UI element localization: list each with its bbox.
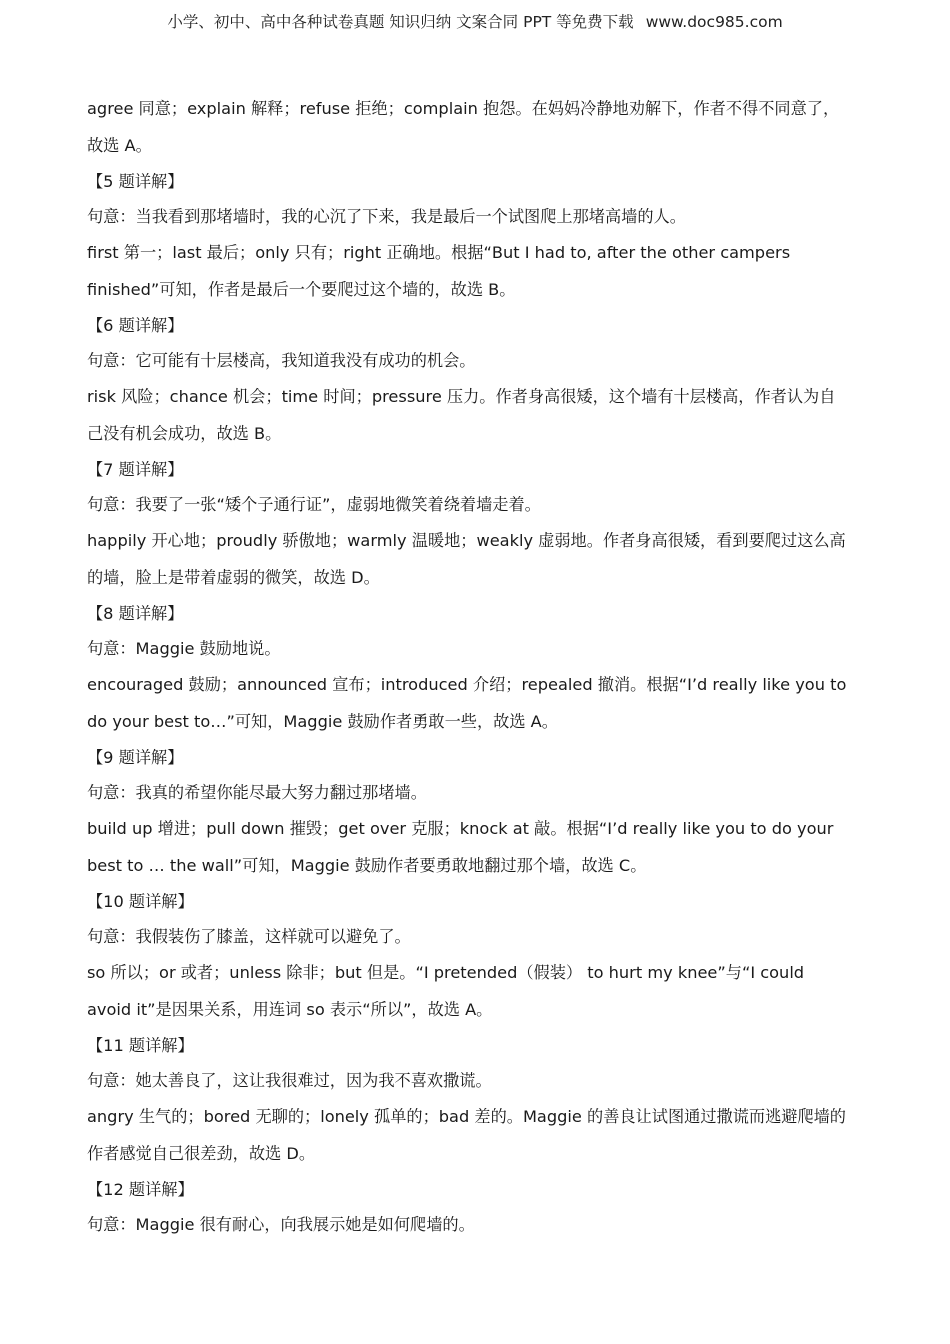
q11-explanation <box>87 1098 867 1172</box>
explanation-line: agree 同意；explain 解释；refuse 拒绝；complain 抱怨。在妈妈冷静地劝解下，作者不得不同意了， <box>87 99 840 118</box>
document-body <box>87 90 867 1242</box>
explanation-line: 己没有机会成功，故选 B。 <box>87 424 282 443</box>
q8-heading: 【8 题详解】 <box>87 604 184 623</box>
explanation-line: so 所以；or 或者；unless 除非；but 但是。“I pretended（假装） to hurt my knee”与“I could <box>87 963 805 982</box>
explanation-line: first 第一；last 最后；only 只有；right 正确地。根据“But I had to, after the other campers <box>87 243 791 262</box>
q6-sentence: 句意：它可能有十层楼高，我知道我没有成功的机会。 <box>87 351 476 370</box>
q7-sentence: 句意：我要了一张“矮个子通行证”，虚弱地微笑着绕着墙走着。 <box>87 495 541 514</box>
q10-explanation <box>87 954 867 1028</box>
explanation-line: risk 风险；chance 机会；time 时间；pressure 压力。作者身高很矮，这个墙有十层楼高，作者认为自 <box>87 387 836 406</box>
q12-sentence: 句意：Maggie 很有耐心，向我展示她是如何爬墙的。 <box>87 1215 475 1234</box>
q12-heading: 【12 题详解】 <box>87 1180 194 1199</box>
q9-heading: 【9 题详解】 <box>87 748 184 767</box>
explanation-line: finished”可知，作者是最后一个要爬过这个墙的，故选 B。 <box>87 280 516 299</box>
q9-explanation <box>87 810 867 884</box>
q7-explanation <box>87 522 867 596</box>
explanation-line: build up 增进；pull down 摧毁；get over 克服；knock at 敲。根据“I’d really like you to do your <box>87 819 834 838</box>
header-url[interactable]: www.doc985.com <box>645 13 783 31</box>
q11-heading: 【11 题详解】 <box>87 1036 194 1055</box>
explanation-line: happily 开心地；proudly 骄傲地；warmly 温暖地；weakly 虚弱地。作者身高很矮，看到要爬过这么高 <box>87 531 846 550</box>
explanation-line: avoid it”是因果关系，用连词 so 表示“所以”，故选 A。 <box>87 1000 493 1019</box>
explanation-line: 的墙，脸上是带着虚弱的微笑，故选 D。 <box>87 568 380 587</box>
q8-sentence: 句意：Maggie 鼓励地说。 <box>87 639 281 658</box>
q10-heading: 【10 题详解】 <box>87 892 194 911</box>
explanation-line: do your best to…”可知，Maggie 鼓励作者勇敢一些，故选 A。 <box>87 712 558 731</box>
header-title: 小学、初中、高中各种试卷真题 知识归纳 文案合同 PPT 等免费下载 <box>167 13 634 31</box>
q5-explanation <box>87 234 867 308</box>
explanation-line: encouraged 鼓励；announced 宣布；introduced 介绍；repealed 撤消。根据“I’d really like you to <box>87 675 847 694</box>
q5-sentence: 句意：当我看到那堵墙时，我的心沉了下来，我是最后一个试图爬上那堵高墙的人。 <box>87 207 686 226</box>
q11-sentence: 句意：她太善良了，这让我很难过，因为我不喜欢撒谎。 <box>87 1071 492 1090</box>
q5-heading: 【5 题详解】 <box>87 172 184 191</box>
explanation-line: 故选 A。 <box>87 136 152 155</box>
q8-explanation <box>87 666 867 740</box>
explanation-line: angry 生气的；bored 无聊的；lonely 孤单的；bad 差的。Maggie 的善良让试图通过撒谎而逃避爬墙的 <box>87 1107 846 1126</box>
q7-heading: 【7 题详解】 <box>87 460 184 479</box>
q6-heading: 【6 题详解】 <box>87 316 184 335</box>
q10-sentence: 句意：我假装伤了膝盖，这样就可以避免了。 <box>87 927 411 946</box>
page-header <box>0 11 950 33</box>
explanation-line: best to … the wall”可知，Maggie 鼓励作者要勇敢地翻过那个墙，故选 C。 <box>87 856 647 875</box>
explanation-line: 作者感觉自己很差劲，故选 D。 <box>87 1144 316 1163</box>
q6-explanation <box>87 378 867 452</box>
q9-sentence: 句意：我真的希望你能尽最大努力翻过那堵墙。 <box>87 783 427 802</box>
intro-explanation <box>87 90 867 164</box>
